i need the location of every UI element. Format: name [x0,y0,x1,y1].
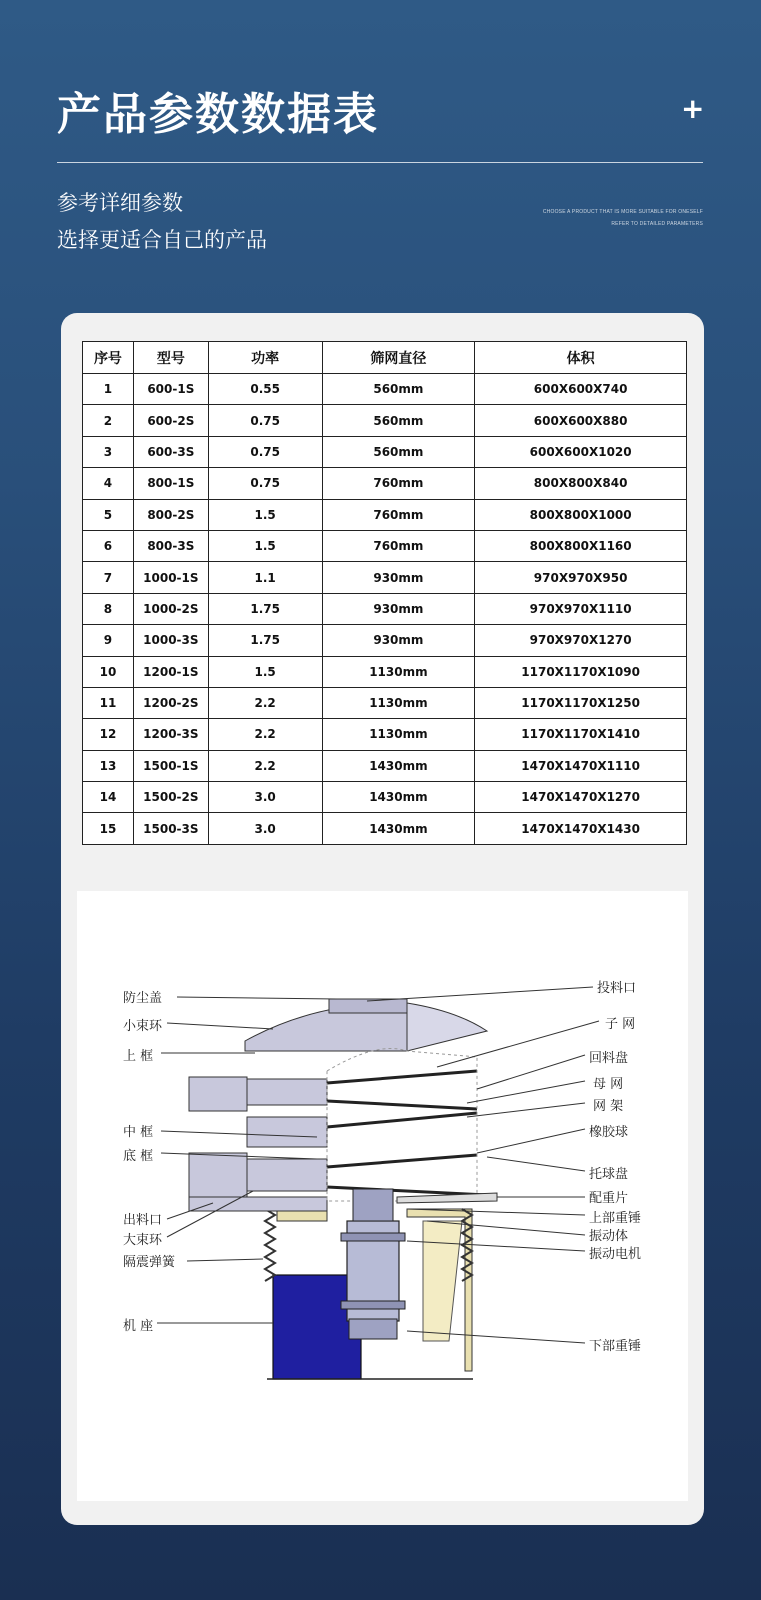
diagram-label: 底 框 [123,1149,154,1164]
table-row [83,593,687,624]
diagram-label: 出料口 [123,1213,163,1228]
table-cell: 760mm [322,468,475,499]
table-cell: 800X800X1000 [475,499,687,530]
table-cell: 930mm [322,593,475,624]
diagram-label: 小束环 [123,1019,163,1034]
table-cell: 1130mm [322,719,475,750]
header-divider [57,162,703,163]
table-cell: 8 [83,593,134,624]
table-cell: 2.2 [208,719,322,750]
subtitle-line-1: 参考详细参数 [57,191,183,215]
table-cell: 7 [83,562,134,593]
table-cell: 600-3S [133,436,208,467]
diagram-label: 投料口 [597,981,637,996]
table-cell: 970X970X950 [475,562,687,593]
diagram-label: 防尘盖 [123,991,163,1006]
table-cell: 13 [83,750,134,781]
table-cell: 1170X1170X1090 [475,656,687,687]
table-cell: 1170X1170X1250 [475,687,687,718]
table-cell: 12 [83,719,134,750]
table-row [83,656,687,687]
table-cell: 1470X1470X1270 [475,782,687,813]
diagram-label: 母 网 [593,1077,624,1092]
table-cell: 1000-2S [133,593,208,624]
table-cell: 3 [83,436,134,467]
table-cell: 1.5 [208,499,322,530]
table-row [83,687,687,718]
table-cell: 3.0 [208,813,322,844]
table-cell: 1.75 [208,625,322,656]
column-header: 序号 [83,342,134,374]
table-cell: 1200-3S [133,719,208,750]
table-body [83,374,687,845]
english-caption-1: CHOOSE A PRODUCT THAT IS MORE SUITABLE FOR ONESELF [542,209,703,215]
table-cell: 1470X1470X1430 [475,813,687,844]
table-cell: 1500-1S [133,750,208,781]
table-row [83,436,687,467]
diagram-label: 下部重锤 [589,1339,642,1354]
diagram-label: 机 座 [123,1319,154,1334]
table-cell: 1170X1170X1410 [475,719,687,750]
table-cell: 560mm [322,436,475,467]
table-cell: 800-2S [133,499,208,530]
table-row [83,499,687,530]
english-caption-2: REFER TO DETAILED PARAMETERS [611,221,703,227]
table-cell: 1000-3S [133,625,208,656]
table-cell: 1430mm [322,750,475,781]
diagram-label: 振动体 [589,1229,629,1244]
diagram-label: 子 网 [605,1017,636,1032]
table-cell: 600X600X740 [475,374,687,405]
table-cell: 1500-3S [133,813,208,844]
table-cell: 1000-1S [133,562,208,593]
column-header: 型号 [133,342,208,374]
table-row [83,530,687,561]
table-cell: 10 [83,656,134,687]
table-cell: 3.0 [208,782,322,813]
table-header-row [83,342,687,374]
table-cell: 2 [83,405,134,436]
table-row [83,813,687,844]
table-cell: 800X800X840 [475,468,687,499]
table-cell: 600-1S [133,374,208,405]
table-cell: 600-2S [133,405,208,436]
subtitle-line-2: 选择更适合自己的产品 [57,228,267,252]
diagram-label: 隔震弹簧 [123,1255,176,1270]
table-cell: 0.75 [208,405,322,436]
structure-diagram [77,891,688,1501]
table-cell: 9 [83,625,134,656]
diagram-label: 大束环 [123,1233,163,1248]
table-cell: 1200-2S [133,687,208,718]
table-cell: 1430mm [322,782,475,813]
table-cell: 2.2 [208,687,322,718]
table-cell: 0.75 [208,436,322,467]
table-row [83,374,687,405]
table-row [83,719,687,750]
table-cell: 5 [83,499,134,530]
diagram-label: 上部重锤 [589,1211,642,1226]
table-cell: 760mm [322,499,475,530]
table-cell: 14 [83,782,134,813]
table-cell: 0.55 [208,374,322,405]
diagram-label: 上 框 [123,1049,154,1064]
table-cell: 4 [83,468,134,499]
table-cell: 2.2 [208,750,322,781]
diagram-label: 网 架 [593,1099,624,1114]
table-cell: 1500-2S [133,782,208,813]
table-row [83,625,687,656]
table-cell: 1.1 [208,562,322,593]
table-cell: 600X600X1020 [475,436,687,467]
table-cell: 970X970X1270 [475,625,687,656]
table-cell: 560mm [322,374,475,405]
table-cell: 800-3S [133,530,208,561]
table-cell: 1130mm [322,656,475,687]
table-row [83,468,687,499]
diagram-label: 橡胶球 [589,1125,629,1140]
table-cell: 800-1S [133,468,208,499]
table-cell: 1470X1470X1110 [475,750,687,781]
diagram-label: 托球盘 [589,1167,629,1182]
table-row [83,405,687,436]
table-cell: 930mm [322,562,475,593]
diagram-label: 中 框 [123,1125,154,1140]
table-cell: 970X970X1110 [475,593,687,624]
column-header: 功率 [208,342,322,374]
table-cell: 560mm [322,405,475,436]
table-cell: 800X800X1160 [475,530,687,561]
table-row [83,562,687,593]
table-cell: 11 [83,687,134,718]
parameter-table [82,341,687,845]
table-cell: 15 [83,813,134,844]
parameter-table-wrap [82,341,687,845]
table-cell: 0.75 [208,468,322,499]
diagram-label: 回料盘 [589,1051,629,1066]
table-cell: 1.5 [208,656,322,687]
table-cell: 1130mm [322,687,475,718]
column-header: 筛网直径 [322,342,475,374]
table-row [83,782,687,813]
diagram-label: 振动电机 [589,1247,642,1262]
table-row [83,750,687,781]
table-cell: 1430mm [322,813,475,844]
table-cell: 600X600X880 [475,405,687,436]
table-cell: 760mm [322,530,475,561]
table-cell: 6 [83,530,134,561]
plus-icon: + [681,92,705,125]
table-cell: 1200-1S [133,656,208,687]
diagram-label: 配重片 [589,1191,629,1206]
page-title: 产品参数数据表 [57,89,379,140]
table-cell: 930mm [322,625,475,656]
column-header: 体积 [475,342,687,374]
table-cell: 1 [83,374,134,405]
table-cell: 1.5 [208,530,322,561]
table-cell: 1.75 [208,593,322,624]
